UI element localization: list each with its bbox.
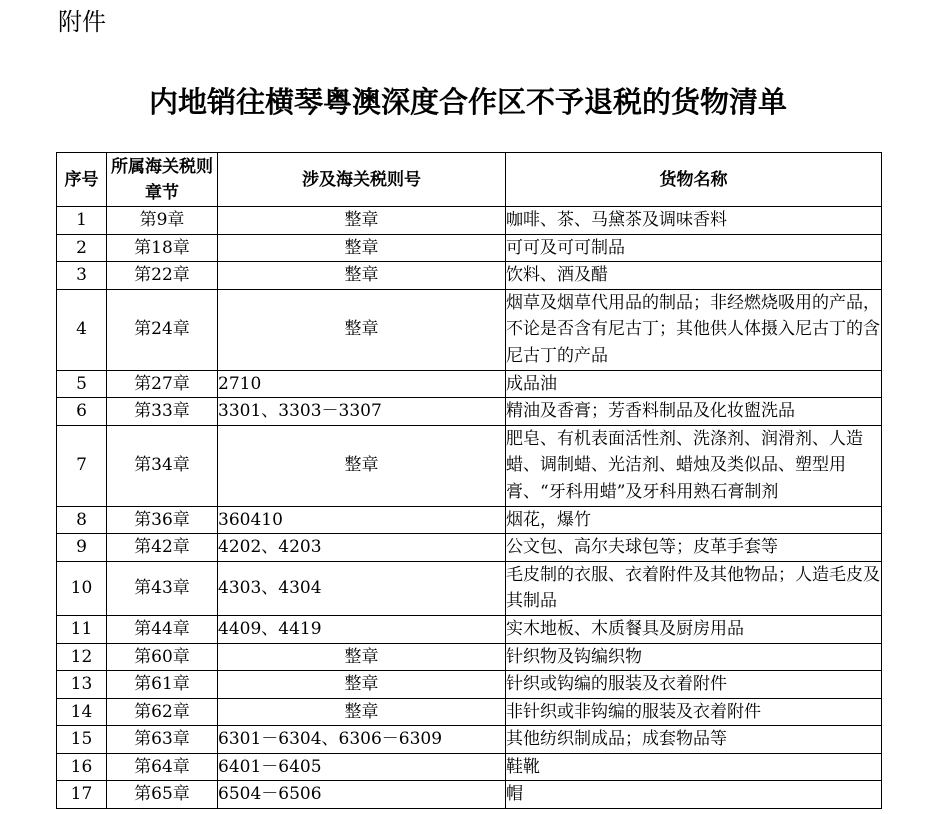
row-goods-name: 饮料、酒及醋: [506, 262, 882, 290]
row-chapter: 第22章: [107, 262, 218, 290]
table-row: [57, 398, 882, 426]
row-chapter: 第27章: [107, 370, 218, 398]
row-goods-name: 非针织或非钩编的服装及衣着附件: [506, 698, 882, 726]
row-goods-name: 咖啡、茶、马黛茶及调味香料: [506, 207, 882, 235]
table-row: [57, 370, 882, 398]
table-row: [57, 643, 882, 671]
table-row: [57, 425, 882, 506]
table-row: [57, 262, 882, 290]
row-no: 1: [57, 207, 107, 235]
row-no: 13: [57, 671, 107, 699]
table-row: [57, 698, 882, 726]
row-goods-name: 肥皂、有机表面活性剂、洗涤剂、润滑剂、人造蜡、调制蜡、光洁剂、蜡烛及类似品、塑型用膏、“牙科用蜡”及牙科用熟石膏制剂: [506, 425, 882, 506]
row-no: 2: [57, 234, 107, 262]
row-hs-codes: 整章: [218, 425, 506, 506]
row-goods-name: 针织或钩编的服装及衣着附件: [506, 671, 882, 699]
row-no: 4: [57, 289, 107, 370]
row-hs-codes: 4409、4419: [218, 615, 506, 643]
table-row: [57, 289, 882, 370]
row-hs-codes: 4303、4304: [218, 561, 506, 615]
row-goods-name: 其他纺织制成品；成套物品等: [506, 726, 882, 754]
row-chapter: 第33章: [107, 398, 218, 426]
row-chapter: 第34章: [107, 425, 218, 506]
row-chapter: 第43章: [107, 561, 218, 615]
row-goods-name: 烟花，爆竹: [506, 506, 882, 534]
row-chapter: 第9章: [107, 207, 218, 235]
table-row: [57, 781, 882, 809]
row-chapter: 第64章: [107, 753, 218, 781]
row-hs-codes: 整章: [218, 289, 506, 370]
table-row: [57, 726, 882, 754]
row-no: 8: [57, 506, 107, 534]
row-no: 15: [57, 726, 107, 754]
row-no: 10: [57, 561, 107, 615]
row-chapter: 第24章: [107, 289, 218, 370]
row-goods-name: 成品油: [506, 370, 882, 398]
row-goods-name: 实木地板、木质餐具及厨房用品: [506, 615, 882, 643]
row-hs-codes: 整章: [218, 671, 506, 699]
row-chapter: 第62章: [107, 698, 218, 726]
table-row: [57, 753, 882, 781]
row-goods-name: 毛皮制的衣服、衣着附件及其他物品；人造毛皮及其制品: [506, 561, 882, 615]
row-chapter: 第18章: [107, 234, 218, 262]
header-chapter: 所属海关税则章节: [107, 153, 218, 207]
row-chapter: 第42章: [107, 534, 218, 562]
table-row: [57, 234, 882, 262]
row-hs-codes: 360410: [218, 506, 506, 534]
row-chapter: 第44章: [107, 615, 218, 643]
table-row: [57, 534, 882, 562]
row-hs-codes: 6401－6405: [218, 753, 506, 781]
row-goods-name: 可可及可可制品: [506, 234, 882, 262]
goods-table: [56, 152, 882, 809]
row-no: 16: [57, 753, 107, 781]
row-goods-name: 鞋靴: [506, 753, 882, 781]
table-row: [57, 561, 882, 615]
row-goods-name: 精油及香膏；芳香料制品及化妆盥洗品: [506, 398, 882, 426]
row-goods-name: 烟草及烟草代用品的制品；非经燃烧吸用的产品，不论是否含有尼古丁；其他供人体摄入尼古丁的含尼古丁的产品: [506, 289, 882, 370]
header-goods-name: 货物名称: [506, 153, 882, 207]
table-row: [57, 671, 882, 699]
attachment-label: 附件: [58, 8, 106, 36]
row-no: 14: [57, 698, 107, 726]
row-chapter: 第61章: [107, 671, 218, 699]
row-chapter: 第60章: [107, 643, 218, 671]
row-chapter: 第63章: [107, 726, 218, 754]
row-hs-codes: 整章: [218, 698, 506, 726]
row-hs-codes: 整章: [218, 207, 506, 235]
row-goods-name: 公文包、高尔夫球包等；皮革手套等: [506, 534, 882, 562]
row-hs-codes: 6301－6304、6306－6309: [218, 726, 506, 754]
row-no: 11: [57, 615, 107, 643]
row-hs-codes: 2710: [218, 370, 506, 398]
row-no: 12: [57, 643, 107, 671]
row-chapter: 第65章: [107, 781, 218, 809]
document-title: 内地销往横琴粤澳深度合作区不予退税的货物清单: [148, 85, 787, 119]
header-hs-codes: 涉及海关税则号: [218, 153, 506, 207]
table-header-row: [57, 153, 882, 207]
row-hs-codes: 整章: [218, 643, 506, 671]
row-no: 9: [57, 534, 107, 562]
row-hs-codes: 3301、3303－3307: [218, 398, 506, 426]
table-row: [57, 615, 882, 643]
table-row: [57, 506, 882, 534]
row-hs-codes: 整章: [218, 234, 506, 262]
row-chapter: 第36章: [107, 506, 218, 534]
header-no: 序号: [57, 153, 107, 207]
row-no: 3: [57, 262, 107, 290]
row-no: 6: [57, 398, 107, 426]
row-hs-codes: 4202、4203: [218, 534, 506, 562]
table-row: [57, 207, 882, 235]
row-no: 5: [57, 370, 107, 398]
row-goods-name: 帽: [506, 781, 882, 809]
row-goods-name: 针织物及钩编织物: [506, 643, 882, 671]
row-hs-codes: 6504－6506: [218, 781, 506, 809]
row-no: 17: [57, 781, 107, 809]
row-hs-codes: 整章: [218, 262, 506, 290]
row-no: 7: [57, 425, 107, 506]
table-body: [57, 207, 882, 809]
